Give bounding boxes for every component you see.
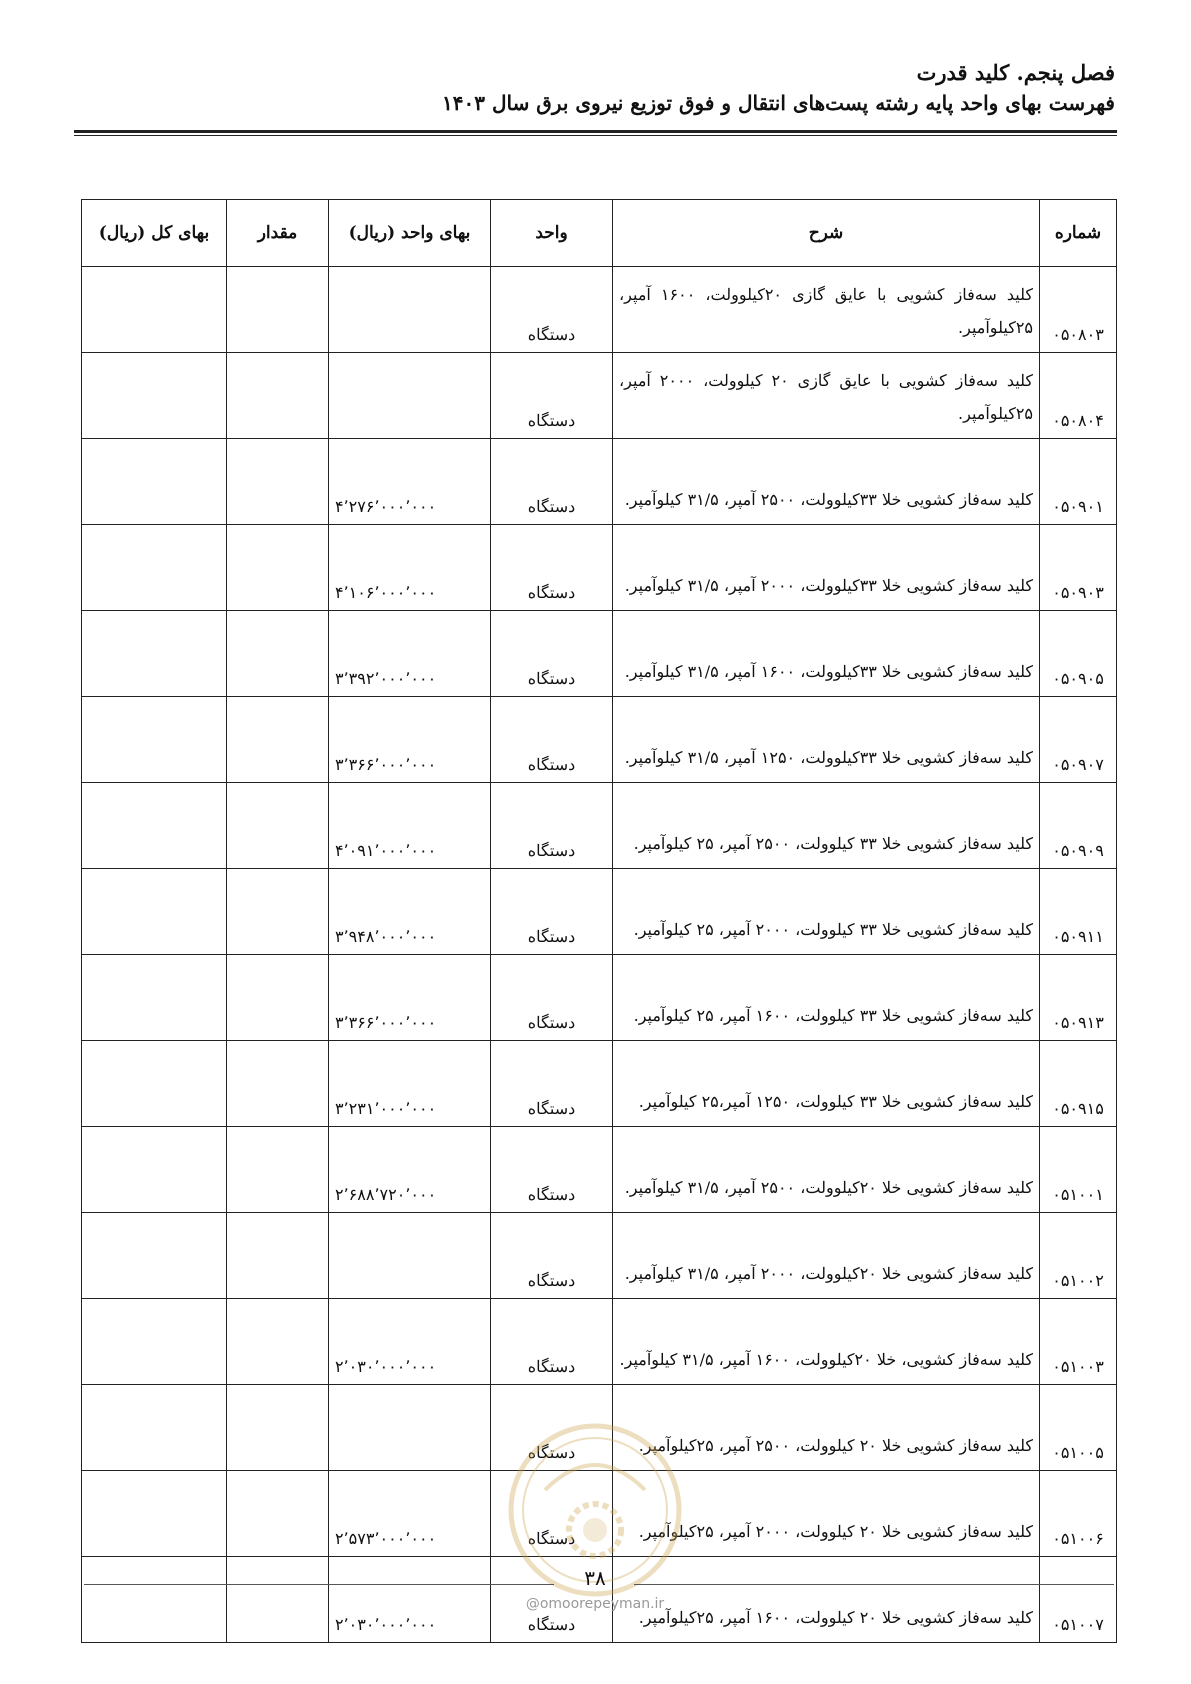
item-quantity	[227, 869, 329, 955]
item-quantity	[227, 525, 329, 611]
item-quantity	[227, 1471, 329, 1557]
item-unit: دستگاه	[491, 1127, 613, 1213]
col-header-unit-price: بهای واحد (ریال)	[329, 200, 491, 267]
table-row	[82, 869, 1117, 955]
item-description: کلید سه‌فاز کشویی خلا ۳۳ کیلوولت، ۲۵۰۰ آمپر، ۲۵ کیلوآمپر.	[613, 783, 1040, 869]
seal-inner-ring	[523, 1438, 667, 1582]
table-row	[82, 1127, 1117, 1213]
item-description: کلید سه‌فاز کشویی خلا ۳۳ کیلوولت، ۲۰۰۰ آمپر، ۲۵ کیلوآمپر.	[613, 869, 1040, 955]
item-quantity	[227, 697, 329, 783]
item-code: ۰۵۰۹۰۷	[1040, 697, 1117, 783]
footer-rule-right	[634, 1584, 1114, 1585]
table-row	[82, 525, 1117, 611]
item-code: ۰۵۰۹۱۵	[1040, 1041, 1117, 1127]
item-total-price	[82, 1041, 227, 1127]
col-header-unit: واحد	[491, 200, 613, 267]
item-description: کلید سه‌فاز کشویی با عایق گازی ۲۰کیلوولت، ۱۶۰۰ آمپر، ۲۵کیلوآمپر.	[613, 267, 1040, 353]
item-unit: دستگاه	[491, 611, 613, 697]
item-total-price	[82, 1213, 227, 1299]
table-row	[82, 1299, 1117, 1385]
item-unit: دستگاه	[491, 267, 613, 353]
seal-arc-icon	[545, 1465, 645, 1490]
chapter-title: فصل پنجم. کلید قدرت	[916, 60, 1115, 85]
item-unit: دستگاه	[491, 1557, 613, 1643]
item-quantity	[227, 1041, 329, 1127]
page-number: ۳۸	[584, 1566, 606, 1590]
item-total-price	[82, 1471, 227, 1557]
item-quantity	[227, 353, 329, 439]
item-code: ۰۵۰۸۰۴	[1040, 353, 1117, 439]
item-code: ۰۵۱۰۰۲	[1040, 1213, 1117, 1299]
item-unit-price: ۳٬۳۶۶٬۰۰۰٬۰۰۰	[329, 697, 491, 783]
item-unit-price: ۳٬۹۴۸٬۰۰۰٬۰۰۰	[329, 869, 491, 955]
table-row	[82, 955, 1117, 1041]
item-total-price	[82, 697, 227, 783]
table-row	[82, 697, 1117, 783]
table-header-row	[82, 200, 1117, 267]
item-unit: دستگاه	[491, 1385, 613, 1471]
item-code: ۰۵۱۰۰۶	[1040, 1471, 1117, 1557]
item-unit-price	[329, 1213, 491, 1299]
item-code: ۰۵۱۰۰۳	[1040, 1299, 1117, 1385]
item-unit: دستگاه	[491, 525, 613, 611]
item-code: ۰۵۱۰۰۱	[1040, 1127, 1117, 1213]
item-unit: دستگاه	[491, 353, 613, 439]
table-row	[82, 267, 1117, 353]
col-header-description: شرح	[613, 200, 1040, 267]
item-code: ۰۵۰۹۱۳	[1040, 955, 1117, 1041]
item-description: کلید سه‌فاز کشویی با عایق گازی ۲۰ کیلوولت، ۲۰۰۰ آمپر، ۲۵کیلوآمپر.	[613, 353, 1040, 439]
item-quantity	[227, 439, 329, 525]
item-description: کلید سه‌فاز کشویی خلا ۳۳کیلوولت، ۲۵۰۰ آمپر، ۳۱/۵ کیلوآمپر.	[613, 439, 1040, 525]
item-total-price	[82, 267, 227, 353]
item-code: ۰۵۰۹۰۱	[1040, 439, 1117, 525]
item-unit-price: ۳٬۳۹۲٬۰۰۰٬۰۰۰	[329, 611, 491, 697]
item-description: کلید سه‌فاز کشویی، خلا ۲۰کیلوولت، ۱۶۰۰ آمپر، ۳۱/۵ کیلوآمپر.	[613, 1299, 1040, 1385]
col-header-quantity: مقدار	[227, 200, 329, 267]
item-description: کلید سه‌فاز کشویی خلا ۳۳کیلوولت، ۱۲۵۰ آمپر، ۳۱/۵ کیلوآمپر.	[613, 697, 1040, 783]
item-total-price	[82, 525, 227, 611]
document-subtitle: فهرست بهای واحد پایه رشته پست‌های انتقال و فوق توزیع نیروی برق سال ۱۴۰۳	[442, 91, 1115, 115]
item-unit: دستگاه	[491, 1471, 613, 1557]
item-unit-price: ۳٬۳۶۶٬۰۰۰٬۰۰۰	[329, 955, 491, 1041]
item-unit-price: ۳٬۲۳۱٬۰۰۰٬۰۰۰	[329, 1041, 491, 1127]
item-code: ۰۵۱۰۰۷	[1040, 1557, 1117, 1643]
item-quantity	[227, 1213, 329, 1299]
item-code: ۰۵۱۰۰۵	[1040, 1385, 1117, 1471]
item-code: ۰۵۰۸۰۳	[1040, 267, 1117, 353]
item-unit: دستگاه	[491, 697, 613, 783]
site-watermark: @omoorepeyman.ir	[525, 1596, 665, 1612]
item-description: کلید سه‌فاز کشویی خلا ۳۳ کیلوولت، ۱۲۵۰ آمپر،۲۵ کیلوآمپر.	[613, 1041, 1040, 1127]
table-row	[82, 611, 1117, 697]
item-quantity	[227, 267, 329, 353]
item-quantity	[227, 955, 329, 1041]
item-description: کلید سه‌فاز کشویی خلا ۲۰ کیلوولت، ۲۰۰۰ آمپر، ۲۵کیلوآمپر.	[613, 1471, 1040, 1557]
item-description: کلید سه‌فاز کشویی خلا ۲۰کیلوولت، ۲۵۰۰ آمپر، ۳۱/۵ کیلوآمپر.	[613, 1127, 1040, 1213]
gear-hub-icon	[583, 1518, 607, 1542]
item-quantity	[227, 1127, 329, 1213]
item-unit: دستگاه	[491, 1041, 613, 1127]
item-unit: دستگاه	[491, 783, 613, 869]
item-total-price	[82, 611, 227, 697]
item-code: ۰۵۰۹۱۱	[1040, 869, 1117, 955]
col-header-total-price: بهای کل (ریال)	[82, 200, 227, 267]
item-quantity	[227, 1385, 329, 1471]
item-code: ۰۵۰۹۰۵	[1040, 611, 1117, 697]
item-unit-price: ۴٬۲۷۶٬۰۰۰٬۰۰۰	[329, 439, 491, 525]
item-unit-price: ۲٬۰۳۰٬۰۰۰٬۰۰۰	[329, 1557, 491, 1643]
item-total-price	[82, 1127, 227, 1213]
item-total-price	[82, 1299, 227, 1385]
table-row	[82, 353, 1117, 439]
item-total-price	[82, 1385, 227, 1471]
table-row	[82, 1041, 1117, 1127]
header-rule-thick	[74, 130, 1117, 133]
item-unit: دستگاه	[491, 439, 613, 525]
item-unit-price: ۲٬۵۷۳٬۰۰۰٬۰۰۰	[329, 1471, 491, 1557]
item-total-price	[82, 783, 227, 869]
item-unit: دستگاه	[491, 955, 613, 1041]
item-unit-price: ۴٬۰۹۱٬۰۰۰٬۰۰۰	[329, 783, 491, 869]
col-header-code: شماره	[1040, 200, 1117, 267]
item-quantity	[227, 611, 329, 697]
item-total-price	[82, 353, 227, 439]
table-row	[82, 1213, 1117, 1299]
item-unit-price	[329, 353, 491, 439]
table-row	[82, 783, 1117, 869]
item-code: ۰۵۰۹۰۳	[1040, 525, 1117, 611]
item-description: کلید سه‌فاز کشویی خلا ۲۰کیلوولت، ۲۰۰۰ آمپر، ۳۱/۵ کیلوآمپر.	[613, 1213, 1040, 1299]
item-description: کلید سه‌فاز کشویی خلا ۳۳کیلوولت، ۱۶۰۰ آمپر، ۳۱/۵ کیلوآمپر.	[613, 611, 1040, 697]
item-unit: دستگاه	[491, 869, 613, 955]
item-total-price	[82, 1557, 227, 1643]
item-description: کلید سه‌فاز کشویی خلا ۳۳کیلوولت، ۲۰۰۰ آمپر، ۳۱/۵ کیلوآمپر.	[613, 525, 1040, 611]
item-unit-price: ۲٬۶۸۸٬۷۲۰٬۰۰۰	[329, 1127, 491, 1213]
item-quantity	[227, 1557, 329, 1643]
item-code: ۰۵۰۹۰۹	[1040, 783, 1117, 869]
item-unit: دستگاه	[491, 1213, 613, 1299]
item-unit: دستگاه	[491, 1299, 613, 1385]
item-quantity	[227, 1299, 329, 1385]
item-unit-price: ۲٬۰۳۰٬۰۰۰٬۰۰۰	[329, 1299, 491, 1385]
item-unit-price	[329, 267, 491, 353]
item-quantity	[227, 783, 329, 869]
header-rule-thin	[74, 135, 1117, 136]
item-total-price	[82, 439, 227, 525]
item-description: کلید سه‌فاز کشویی خلا ۲۰ کیلوولت، ۱۶۰۰ آمپر، ۲۵کیلوآمپر.	[613, 1557, 1040, 1643]
footer-rule-left	[84, 1584, 554, 1585]
item-total-price	[82, 869, 227, 955]
item-description: کلید سه‌فاز کشویی خلا ۲۰ کیلوولت، ۲۵۰۰ آمپر، ۲۵کیلوآمپر.	[613, 1385, 1040, 1471]
page-header	[76, 58, 1115, 118]
item-description: کلید سه‌فاز کشویی خلا ۳۳ کیلوولت، ۱۶۰۰ آمپر، ۲۵ کیلوآمپر.	[613, 955, 1040, 1041]
table-row	[82, 439, 1117, 525]
item-unit-price: ۴٬۱۰۶٬۰۰۰٬۰۰۰	[329, 525, 491, 611]
item-total-price	[82, 955, 227, 1041]
item-unit-price	[329, 1385, 491, 1471]
